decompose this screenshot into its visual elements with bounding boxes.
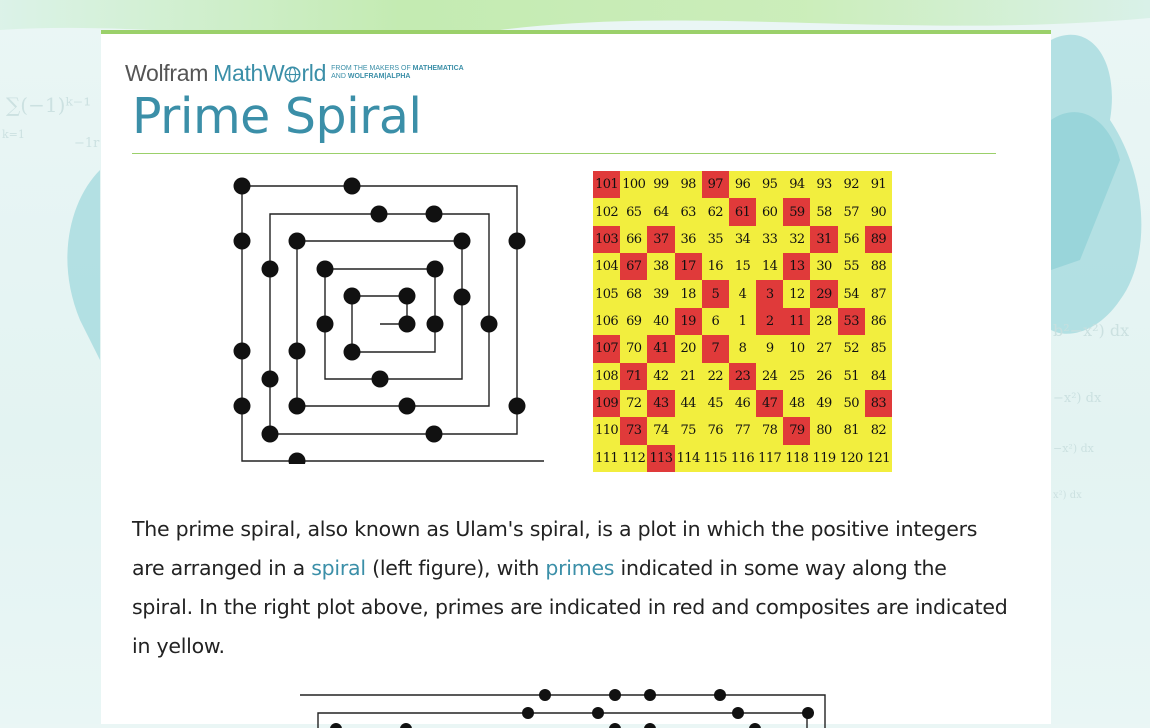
grid-cell: 24 [762, 368, 778, 384]
grid-cell: 84 [870, 368, 887, 384]
grid-cell: 89 [865, 226, 892, 253]
logo-mathw: MathW [213, 59, 285, 86]
bg-formula-4: −x²) dx [1053, 391, 1102, 406]
spiral-link[interactable]: spiral [311, 556, 366, 580]
grid-cell: 118 [785, 450, 809, 466]
grid-cell: 88 [870, 259, 887, 275]
grid-cell: 112 [622, 450, 646, 466]
grid-cell: 15 [734, 259, 751, 275]
grid-cell: 9 [765, 341, 774, 357]
grid-cell: 22 [707, 368, 723, 384]
grid-cell: 3 [756, 280, 783, 307]
grid-cell: 55 [843, 259, 859, 275]
grid-cell: 29 [810, 280, 837, 307]
number-grid [593, 171, 892, 472]
grid-cell: 17 [675, 253, 702, 280]
grid-cell: 59 [783, 198, 810, 225]
grid-cell: 120 [839, 450, 863, 466]
spiral-path [242, 186, 544, 461]
grid-cell: 7 [702, 335, 729, 362]
grid-cell: 99 [653, 177, 669, 193]
tagline-2-bold: WOLFRAM|ALPHA [347, 73, 411, 80]
grid-cell: 34 [734, 231, 751, 247]
grid-cell: 50 [843, 396, 859, 412]
tagline-1-plain: FROM THE MAKERS OF [331, 65, 413, 72]
grid-cell: 115 [703, 450, 727, 466]
grid-cell: 119 [812, 450, 836, 466]
second-spiral-figure [300, 689, 830, 728]
grid-cell: 86 [870, 313, 887, 329]
grid-cell: 105 [595, 286, 619, 302]
grid-cell: 106 [595, 313, 619, 329]
grid-cell: 82 [870, 423, 887, 439]
grid-cell: 65 [626, 204, 642, 220]
grid-cell: 2 [756, 308, 783, 335]
grid-cell: 94 [789, 177, 805, 193]
grid-cell: 54 [843, 286, 859, 302]
grid-cell: 26 [816, 368, 832, 384]
grid-cell: 121 [866, 450, 890, 466]
logo-wolfram-text: Wolfram [125, 59, 209, 86]
bg-formula-1-sub: k=1 [2, 128, 25, 141]
grid-cell: 40 [653, 313, 669, 329]
grid-cell: 101 [593, 171, 620, 198]
desc-text-1: The prime spiral, also known as Ulam's spiral, is a plot in which the positive integers are arranged in a [132, 517, 978, 580]
grid-cell: 1 [738, 313, 747, 329]
grid-cell: 47 [756, 390, 783, 417]
grid-cell: 18 [680, 286, 696, 302]
content-card [101, 30, 1051, 724]
grid-cell: 76 [707, 423, 723, 439]
grid-cell: 31 [810, 226, 837, 253]
grid-cell: 96 [734, 177, 751, 193]
description-paragraph [132, 510, 1012, 666]
grid-cell: 13 [783, 253, 810, 280]
grid-cell: 67 [620, 253, 647, 280]
grid-cell: 85 [870, 341, 887, 357]
desc-text-3: indicated in some way along the spiral. In the right plot above, primes are indicated in red and composites are indicated in yellow. [132, 556, 1008, 658]
grid-cell: 111 [595, 450, 619, 466]
teal-left-shape [67, 170, 100, 360]
grid-cell: 95 [762, 177, 778, 193]
grid-cell: 49 [816, 396, 832, 412]
grid-cell: 43 [647, 390, 674, 417]
grid-cell: 78 [762, 423, 778, 439]
grid-cell: 93 [816, 177, 832, 193]
grid-cell: 66 [626, 231, 642, 247]
grid-cell: 108 [595, 368, 619, 384]
site-logo[interactable] [125, 60, 464, 86]
spiral-figure [221, 164, 561, 464]
grid-cell: 56 [843, 231, 859, 247]
grid-cell: 73 [620, 417, 647, 444]
grid-cell: 91 [870, 177, 887, 193]
grid-cell: 57 [843, 204, 859, 220]
grid-cell: 61 [729, 198, 756, 225]
grid-cell: 4 [738, 286, 747, 302]
grid-cell: 80 [816, 423, 832, 439]
grid-cell: 51 [843, 368, 859, 384]
grid-cell: 28 [816, 313, 832, 329]
grid-cell: 69 [626, 313, 642, 329]
grid-cell: 62 [707, 204, 723, 220]
grid-cell: 11 [783, 308, 810, 335]
grid-cell: 100 [622, 177, 646, 193]
grid-cell: 58 [816, 204, 832, 220]
grid-cell: 33 [762, 231, 778, 247]
grid-cell: 103 [593, 226, 620, 253]
grid-cell: 14 [762, 259, 778, 275]
grid-cell: 81 [843, 423, 859, 439]
grid-cell: 46 [734, 396, 751, 412]
grid-cell: 27 [816, 341, 832, 357]
grid-cell: 48 [789, 396, 805, 412]
grid-cell: 87 [870, 286, 887, 302]
desc-text-2: (left figure), with [365, 556, 546, 580]
bg-formula-3: b²−x²) dx [1053, 321, 1130, 340]
title-divider [132, 153, 996, 154]
grid-cell: 110 [595, 423, 619, 439]
grid-cell: 12 [789, 286, 805, 302]
bg-formula-1: ∑(−1)ᵏ⁻¹ [6, 93, 92, 117]
logo-rld: rld [301, 59, 327, 86]
grid-cell: 64 [653, 204, 669, 220]
grid-cell: 74 [653, 423, 669, 439]
grid-cell: 104 [595, 259, 619, 275]
grid-cell: 45 [707, 396, 723, 412]
grid-cell: 35 [707, 231, 723, 247]
grid-cell: 107 [593, 335, 620, 362]
grid-cell: 98 [680, 177, 696, 193]
grid-cell: 21 [680, 368, 696, 384]
grid-cell: 37 [647, 226, 674, 253]
bg-formula-5: −x²) dx [1053, 442, 1094, 455]
grid-cell: 52 [843, 341, 859, 357]
grid-cell: 117 [758, 450, 782, 466]
grid-cell: 72 [626, 396, 642, 412]
grid-cell: 109 [593, 390, 620, 417]
grid-cell: 10 [789, 341, 805, 357]
grid-cell: 38 [653, 259, 669, 275]
grid-cell: 68 [626, 286, 642, 302]
grid-cell: 16 [707, 259, 723, 275]
grid-cell: 97 [702, 171, 729, 198]
grid-cell: 39 [653, 286, 669, 302]
grid-cell: 63 [680, 204, 696, 220]
grid-cell: 25 [789, 368, 805, 384]
primes-link[interactable]: primes [545, 556, 615, 580]
grid-cell: 53 [838, 308, 865, 335]
grid-cell: 23 [729, 363, 756, 390]
grid-cell: 6 [711, 313, 720, 329]
grid-cell: 5 [702, 280, 729, 307]
grid-cell: 90 [870, 204, 887, 220]
grid-cell: 32 [789, 231, 805, 247]
tagline-2-plain: AND [331, 73, 348, 80]
page-title: Prime Spiral [132, 88, 422, 145]
grid-cell: 75 [680, 423, 696, 439]
tagline-1-bold: MATHEMATICA [412, 65, 464, 72]
grid-cell: 41 [647, 335, 674, 362]
globe-icon [284, 66, 301, 83]
grid-cell: 114 [676, 450, 700, 466]
grid-cell: 83 [865, 390, 892, 417]
grid-cell: 116 [730, 450, 754, 466]
grid-cell: 79 [783, 417, 810, 444]
grid-cell: 113 [647, 445, 674, 472]
grid-cell: 8 [738, 341, 747, 357]
logo-mathworld-text [213, 60, 326, 87]
grid-cell: 30 [816, 259, 832, 275]
grid-cell: 77 [734, 423, 751, 439]
prime-dots [234, 178, 526, 465]
grid-cell: 19 [675, 308, 702, 335]
grid-cell: 60 [762, 204, 778, 220]
grid-cell: 92 [843, 177, 859, 193]
grid-cell: 70 [626, 341, 642, 357]
bg-formula-6: x²) dx [1053, 490, 1082, 501]
grid-cell: 42 [653, 368, 669, 384]
grid-cell: 102 [595, 204, 619, 220]
logo-tagline [331, 65, 464, 81]
bg-formula-2: −1r [74, 136, 100, 151]
grid-cell: 44 [680, 396, 696, 412]
grid-cell: 36 [680, 231, 696, 247]
grid-cell: 20 [680, 341, 696, 357]
grid-cell: 71 [620, 363, 647, 390]
